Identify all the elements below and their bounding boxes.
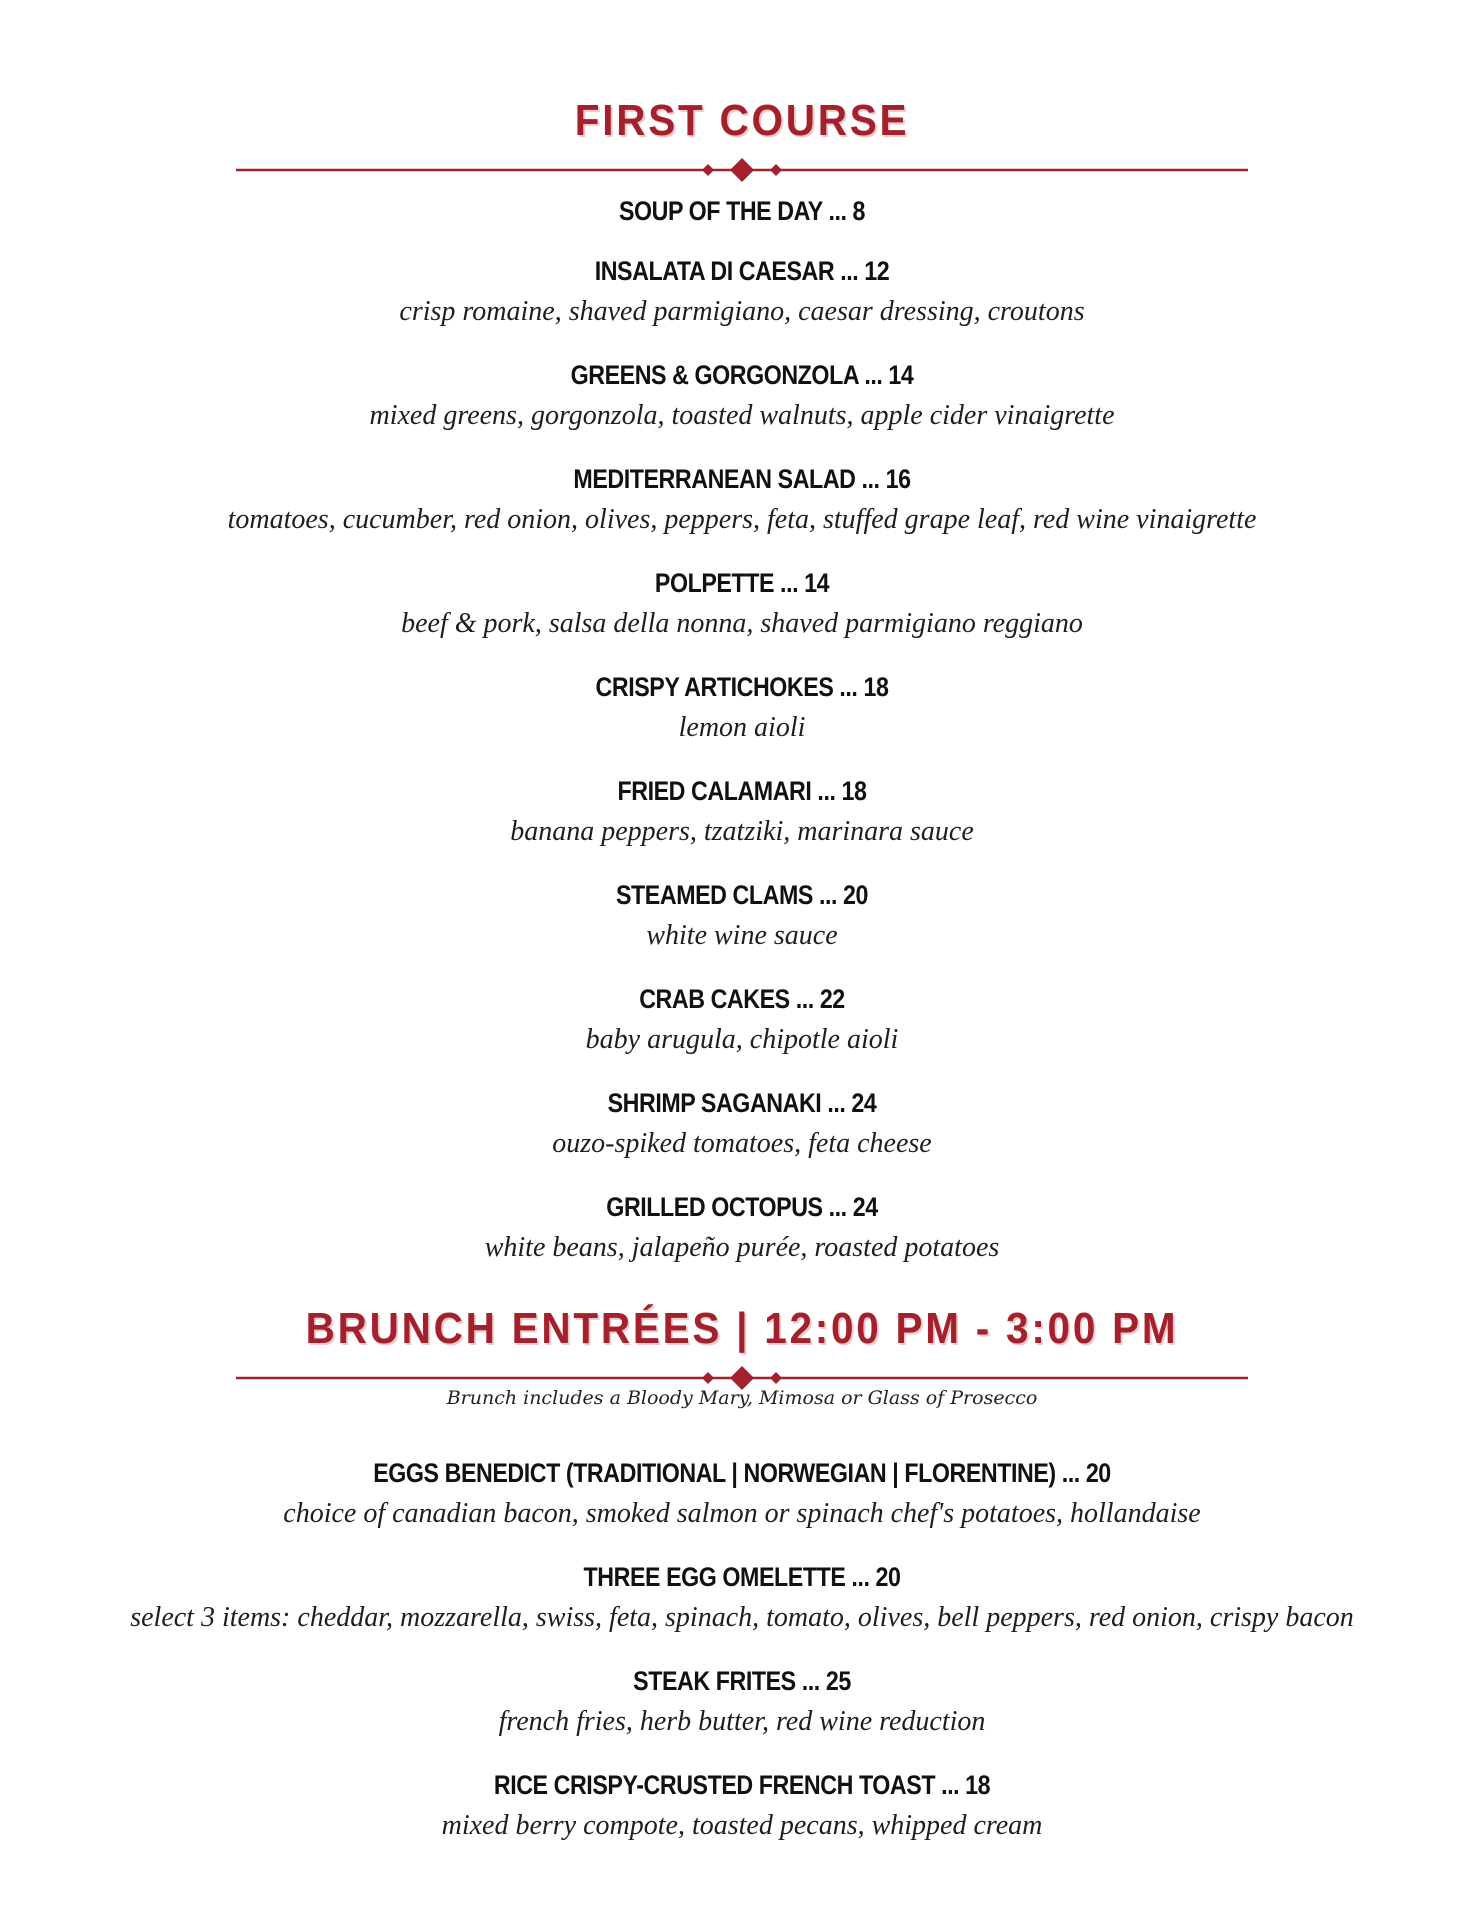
menu-item-fried-calamari bbox=[0, 774, 1484, 850]
item-name: POLPETTE ... 14 bbox=[654, 568, 830, 598]
item-description: crisp romaine, shaved parmigiano, caesar dressing, croutons bbox=[399, 296, 1085, 327]
menu-item-crab-cakes bbox=[0, 982, 1484, 1058]
item-name: CRAB CAKES ... 22 bbox=[639, 984, 845, 1014]
first-course-divider bbox=[0, 156, 1484, 184]
menu-item-crispy-artichokes bbox=[0, 670, 1484, 746]
item-description: lemon aioli bbox=[678, 712, 806, 743]
item-description: select 3 items: cheddar, mozzarella, swiss, feta, spinach, tomato, olives, bell peppers, red onion, crispy bacon bbox=[130, 1602, 1354, 1633]
menu-item-shrimp-saganaki bbox=[0, 1086, 1484, 1162]
item-name: FRIED CALAMARI ... 18 bbox=[617, 776, 867, 806]
item-name: GRILLED OCTOPUS ... 24 bbox=[606, 1192, 878, 1222]
item-name: RICE CRISPY-CRUSTED FRENCH TOAST ... 18 bbox=[493, 1770, 991, 1800]
brunch-title: BRUNCH ENTRÉES | 12:00 PM - 3:00 PM bbox=[305, 1304, 1179, 1353]
item-description: banana peppers, tzatziki, marinara sauce bbox=[510, 816, 974, 847]
item-name: GREENS & GORGONZOLA ... 14 bbox=[570, 360, 914, 390]
menu-item-three-egg-omelette bbox=[0, 1560, 1484, 1636]
item-description: white wine sauce bbox=[646, 920, 838, 951]
item-description: french fries, herb butter, red wine reduction bbox=[498, 1706, 986, 1737]
item-name: SOUP OF THE DAY ... 8 bbox=[618, 196, 866, 226]
menu-item-eggs-benedict bbox=[0, 1456, 1484, 1532]
item-description: mixed berry compote, toasted pecans, whipped cream bbox=[441, 1810, 1043, 1841]
item-description: baby arugula, chipotle aioli bbox=[585, 1024, 899, 1055]
item-description: tomatoes, cucumber, red onion, olives, peppers, feta, stuffed grape leaf, red wine vinaigrette bbox=[227, 504, 1257, 535]
brunch-note: Brunch includes a Bloody Mary, Mimosa or Glass of Prosecco bbox=[446, 1387, 1038, 1409]
menu-item-grilled-octopus bbox=[0, 1190, 1484, 1266]
item-name: SHRIMP SAGANAKI ... 24 bbox=[607, 1088, 877, 1118]
item-description: choice of canadian bacon, smoked salmon or spinach chef's potatoes, hollandaise bbox=[283, 1498, 1201, 1529]
item-name: INSALATA DI CAESAR ... 12 bbox=[594, 256, 890, 286]
menu-item-mediterranean-salad bbox=[0, 462, 1484, 538]
first-course-title: FIRST COURSE bbox=[574, 96, 910, 145]
item-description: white beans, jalapeño purée, roasted potatoes bbox=[484, 1232, 1000, 1263]
menu-item-steak-frites bbox=[0, 1664, 1484, 1740]
item-name: THREE EGG OMELETTE ... 20 bbox=[583, 1562, 901, 1592]
item-name: CRISPY ARTICHOKES ... 18 bbox=[595, 672, 889, 702]
item-name: STEAMED CLAMS ... 20 bbox=[615, 880, 869, 910]
menu-item-polpette bbox=[0, 566, 1484, 642]
menu-item-insalata-di-caesar bbox=[0, 254, 1484, 330]
menu-item-french-toast bbox=[0, 1768, 1484, 1844]
menu-item-greens-gorgonzola bbox=[0, 358, 1484, 434]
menu-item-steamed-clams bbox=[0, 878, 1484, 954]
item-name: MEDITERRANEAN SALAD ... 16 bbox=[573, 464, 911, 494]
item-name: STEAK FRITES ... 25 bbox=[633, 1666, 851, 1696]
menu-item-soup-of-the-day bbox=[0, 194, 1484, 228]
item-description: ouzo-spiked tomatoes, feta cheese bbox=[552, 1128, 932, 1159]
item-description: mixed greens, gorgonzola, toasted walnuts, apple cider vinaigrette bbox=[369, 400, 1115, 431]
item-name: EGGS BENEDICT (TRADITIONAL | NORWEGIAN | FLORENTINE) ... 20 bbox=[373, 1458, 1111, 1488]
item-description: beef & pork, salsa della nonna, shaved parmigiano reggiano bbox=[401, 608, 1083, 639]
